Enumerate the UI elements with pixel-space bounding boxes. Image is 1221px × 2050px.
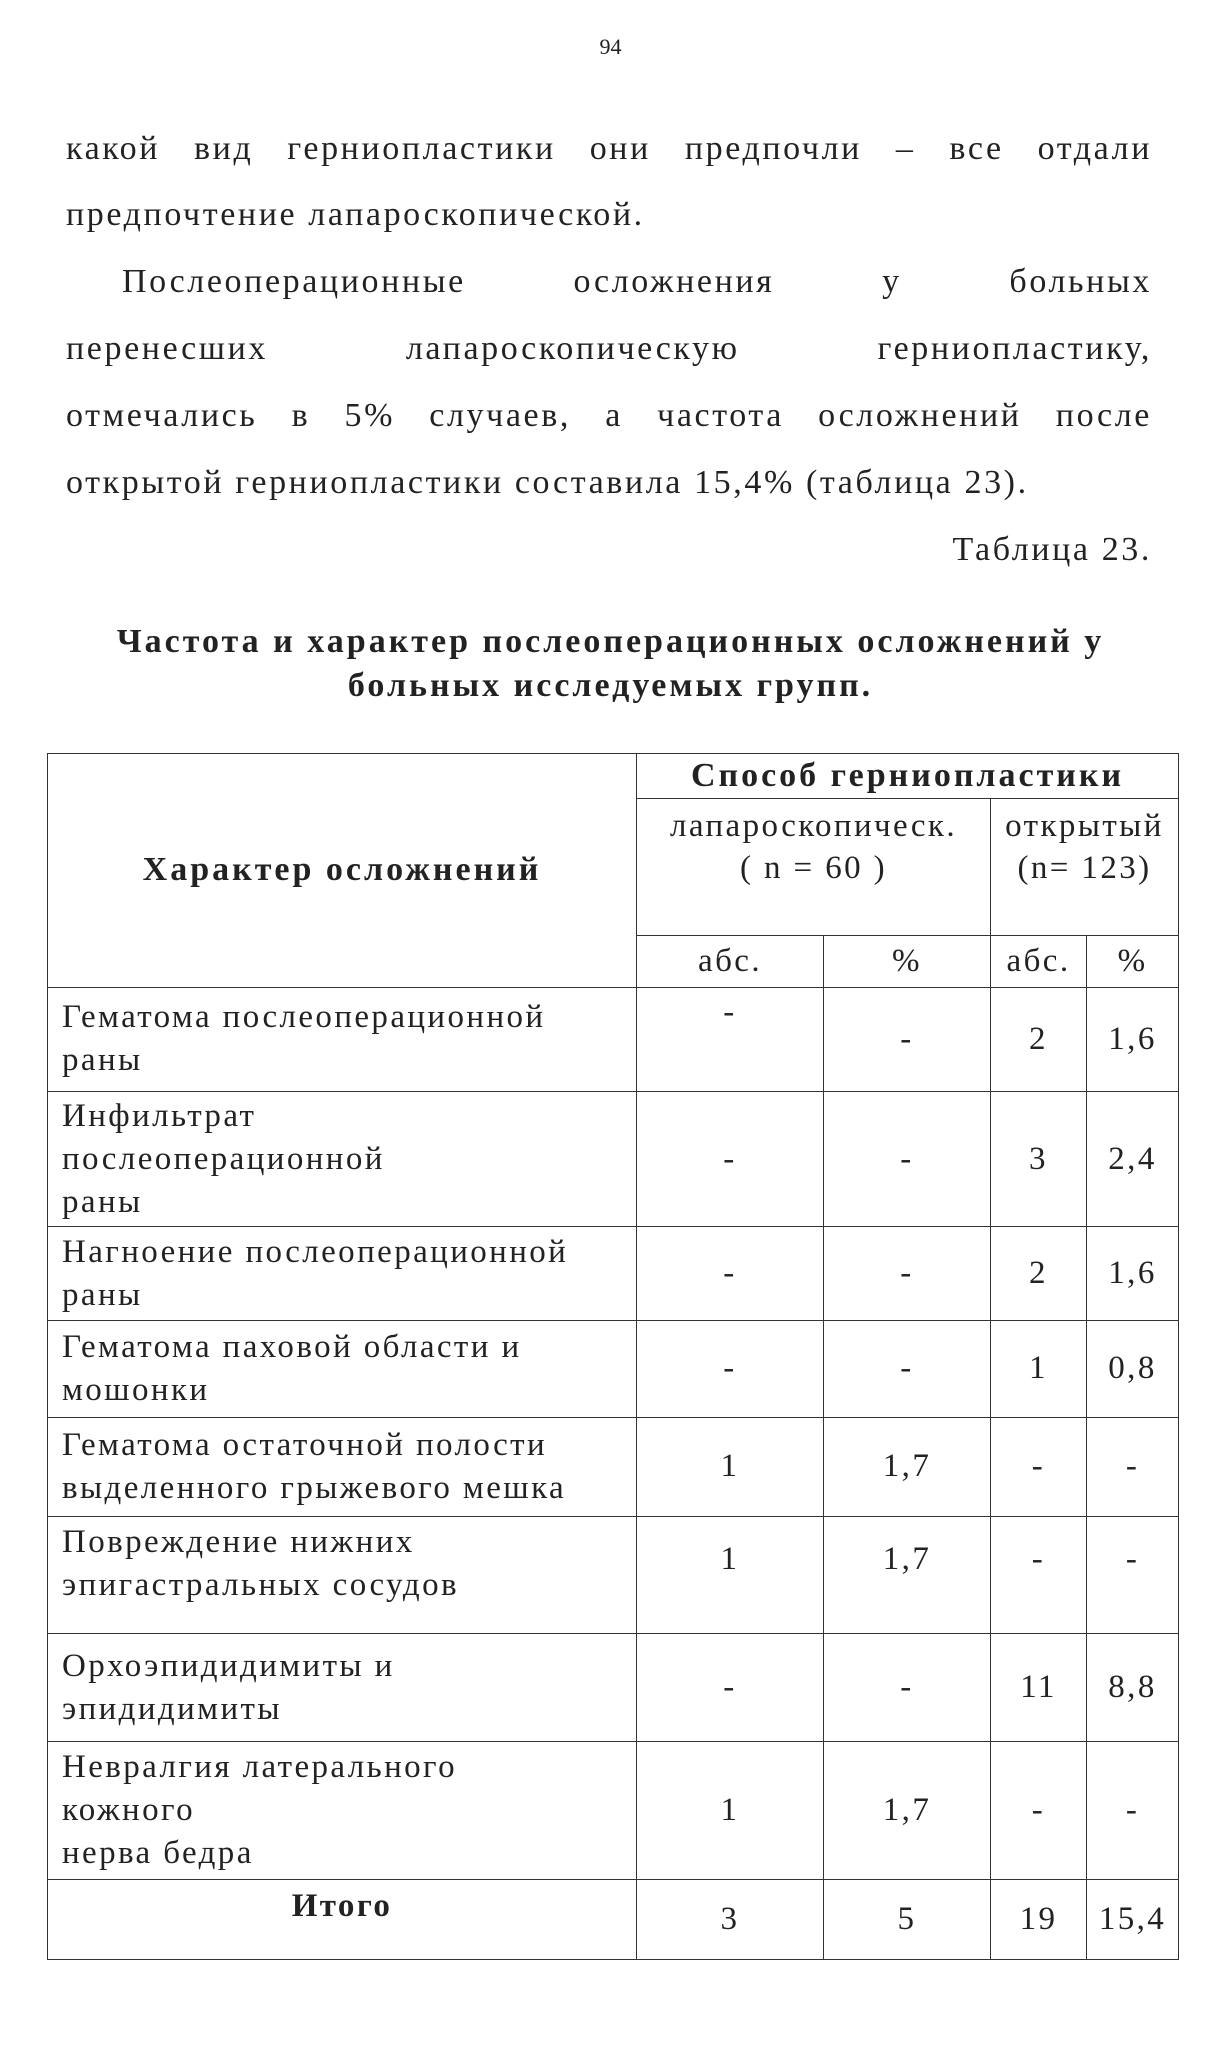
row-name-line: Инфильтрат (62, 1097, 257, 1134)
row-open-pct: 1,6 (1087, 987, 1179, 1091)
row-lap-abs: 1 (637, 1516, 824, 1633)
total-label: Итого (48, 1880, 637, 1960)
row-name-line: Орхоэпидидимиты и (62, 1647, 395, 1684)
paragraph-line-6: открытой герниопластики составила 15,4% (таблица 23). (66, 464, 1029, 501)
table-header-row-1 (48, 754, 1179, 799)
row-lap-abs: - (637, 1320, 824, 1417)
row-complication-name (48, 1516, 637, 1633)
header-lap-n: ( n = 60 ) (739, 849, 888, 886)
row-name-line: эпигастральных сосудов (62, 1566, 459, 1603)
table-title-line-1: Частота и характер послеоперационных осложнений у (116, 623, 1105, 660)
row-open-abs: - (991, 1516, 1087, 1633)
table-title (40, 620, 1181, 708)
row-name-line: нерва бедра (62, 1835, 254, 1872)
row-lap-abs: - (637, 1634, 824, 1742)
row-lap-abs: - (637, 1227, 824, 1320)
row-name-line: выделенного грыжевого мешка (62, 1469, 567, 1506)
row-open-abs: 2 (991, 987, 1087, 1091)
header-lap-abs: абс. (637, 936, 824, 988)
table-label: Таблица 23. (952, 531, 1152, 568)
row-lap-pct: 1,7 (824, 1516, 991, 1633)
row-name-line: раны (62, 1042, 143, 1079)
row-complication-name (48, 1634, 637, 1742)
row-complication-name (48, 987, 637, 1091)
row-open-pct: - (1087, 1742, 1179, 1880)
header-open-abs: абс. (991, 936, 1087, 988)
row-name-line: раны (62, 1183, 143, 1220)
header-open (991, 798, 1179, 936)
page-number: 94 (599, 34, 622, 59)
row-name-line: послеоперационной (62, 1140, 385, 1177)
paragraph-line-5: отмечались в 5% случаев, а частота осложнений после (66, 397, 1152, 434)
row-open-abs: - (991, 1417, 1087, 1516)
row-lap-pct: - (824, 1091, 991, 1227)
total-lap-pct: 5 (824, 1880, 991, 1960)
header-lap-label: лапароскопическ. (669, 807, 958, 844)
complications-table (47, 753, 1179, 1960)
row-lap-abs: 1 (637, 1417, 824, 1516)
total-open-abs: 19 (991, 1880, 1087, 1960)
table-title-line-2: больных исследуемых групп. (347, 667, 874, 704)
paragraph-line-2: предпочтение лапароскопической. (66, 196, 645, 233)
row-open-abs: 11 (991, 1634, 1087, 1742)
header-complication: Характер осложнений (48, 754, 637, 988)
row-lap-pct: - (824, 1227, 991, 1320)
table-row (48, 1417, 1179, 1516)
row-complication-name (48, 1320, 637, 1417)
row-name-line: Гематома паховой области и (62, 1328, 522, 1365)
row-name-line: Гематома остаточной полости (62, 1426, 548, 1463)
table-row (48, 1091, 1179, 1227)
table-row (48, 1742, 1179, 1880)
table-row (48, 1227, 1179, 1320)
total-open-pct: 15,4 (1087, 1880, 1179, 1960)
row-lap-pct: - (824, 1320, 991, 1417)
row-lap-pct: 1,7 (824, 1742, 991, 1880)
row-open-pct: 1,6 (1087, 1227, 1179, 1320)
row-name-line: кожного (62, 1792, 196, 1829)
header-open-pct: % (1087, 936, 1179, 988)
row-open-pct: - (1087, 1516, 1179, 1633)
total-lap-abs: 3 (637, 1880, 824, 1960)
row-open-abs: - (991, 1742, 1087, 1880)
row-lap-pct: - (824, 1634, 991, 1742)
row-lap-abs: - (637, 1091, 824, 1227)
header-laparoscopic (637, 798, 991, 936)
row-open-abs: 3 (991, 1091, 1087, 1227)
row-lap-abs: - (637, 987, 824, 1091)
row-open-pct: 0,8 (1087, 1320, 1179, 1417)
header-lap-pct: % (824, 936, 991, 988)
paragraph-line-3: Послеоперационные осложнения у больных (122, 263, 1152, 300)
header-open-label: открытый (1005, 807, 1164, 844)
table-row (48, 1516, 1179, 1633)
row-name-line: Повреждение нижних (62, 1523, 415, 1560)
row-lap-pct: - (824, 987, 991, 1091)
row-open-pct: - (1087, 1417, 1179, 1516)
table-row (48, 1634, 1179, 1742)
row-complication-name (48, 1417, 637, 1516)
table-row (48, 1320, 1179, 1417)
row-complication-name (48, 1091, 637, 1227)
row-lap-pct: 1,7 (824, 1417, 991, 1516)
row-lap-abs: 1 (637, 1742, 824, 1880)
row-open-abs: 2 (991, 1227, 1087, 1320)
row-complication-name (48, 1742, 637, 1880)
row-name-line: эпидидимиты (62, 1690, 282, 1727)
row-complication-name (48, 1227, 637, 1320)
header-open-n: (n= 123) (1017, 849, 1152, 886)
paragraph-line-1: какой вид герниопластики они предпочли – все отдали (66, 130, 1152, 167)
row-open-pct: 8,8 (1087, 1634, 1179, 1742)
row-name-line: Невралгия латерального (62, 1749, 458, 1786)
row-open-abs: 1 (991, 1320, 1087, 1417)
row-open-pct: 2,4 (1087, 1091, 1179, 1227)
row-name-line: Гематома послеоперационной (62, 999, 546, 1036)
table-row (48, 987, 1179, 1091)
row-name-line: Нагноение послеоперационной (62, 1233, 569, 1270)
paragraph-line-4: перенесших лапароскопическую герниопластику, (66, 330, 1152, 367)
table-total-row (48, 1880, 1179, 1960)
row-name-line: мошонки (62, 1371, 210, 1408)
row-name-line: раны (62, 1276, 143, 1313)
header-method: Способ герниопластики (637, 754, 1179, 799)
